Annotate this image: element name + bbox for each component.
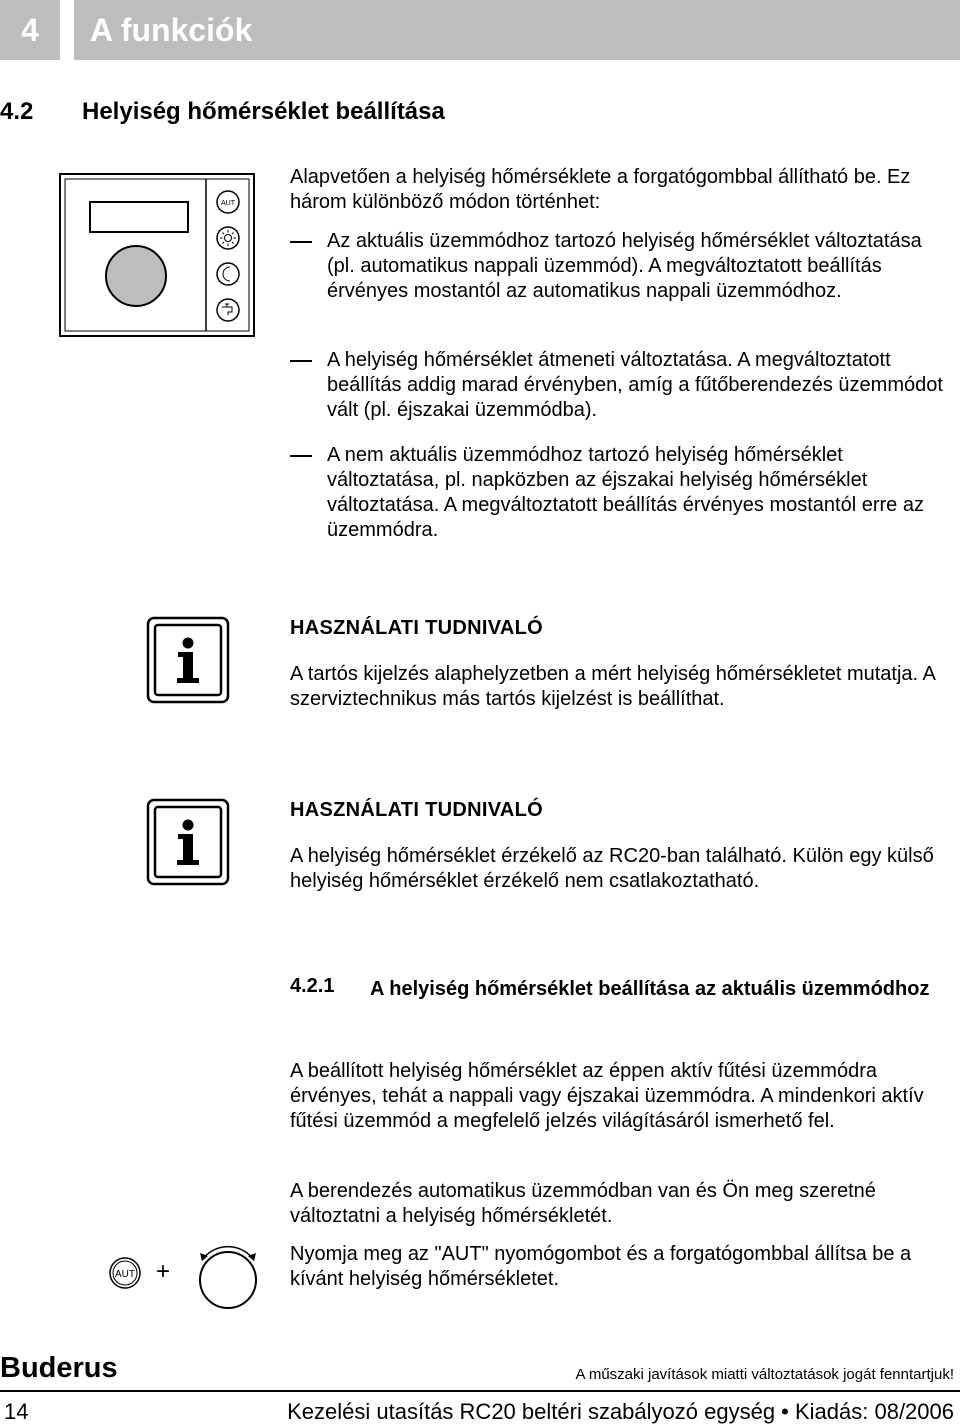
info-icon bbox=[146, 616, 230, 704]
intro-paragraph: Alapvetően a helyiség hőmérséklete a forgatógombbal állítható be. Ez három különböző módon történhet: bbox=[290, 166, 911, 213]
rotary-knob-icon bbox=[188, 1240, 268, 1312]
subsection-number: 4.2.1 bbox=[290, 975, 335, 997]
moon-icon bbox=[217, 263, 239, 285]
section-number: 4.2 bbox=[0, 98, 34, 125]
info-icon bbox=[146, 798, 230, 886]
subsection-paragraph: A berendezés automatikus üzemmódban van és Ön meg szeretné változtatni a helyiség hőmérsékletét. bbox=[290, 1180, 876, 1227]
note-text: A tartós kijelzés alaphelyzetben a mért helyiség hőmérsékletet mutatja. A szerviztechnikus más tartós kijelzést is beállíthat. bbox=[290, 663, 935, 710]
chapter-title: A funkciók bbox=[74, 0, 960, 60]
bullet-item: A helyiség hőmérséklet átmeneti változtatása. A megváltoztatott beállítás addig marad érvényben, amíg a fűtőberendezés üzemmódot vált (pl. éjszakai üzemmódba). bbox=[327, 349, 943, 421]
tap-icon bbox=[217, 299, 239, 321]
subsection-paragraph: A beállított helyiség hőmérséklet az éppen aktív fűtési üzemmódra érvényes, tehát a nappali vagy éjszakai üzemmódra. A mindenkori aktív fűtési üzemmód a megfelelő jelzés világításáról ismerhető fel. bbox=[290, 1060, 924, 1132]
footer-divider bbox=[0, 1390, 960, 1392]
bullet-item: A nem aktuális üzemmódhoz tartozó helyiség hőmérséklet változtatása, pl. napközben az éjszakai helyiség hőmérséklet változtatása. A megváltoztatott beállítás érvényes mostantól erre az üzemmódra. bbox=[327, 444, 924, 541]
subsection-paragraph: Nyomja meg az "AUT" nyomógombot és a forgatógombbal állítsa be a kívánt helyiség hőmérsékletet. bbox=[290, 1243, 912, 1290]
rc20-device-illustration bbox=[58, 172, 258, 338]
note-title: HASZNÁLATI TUDNIVALÓ bbox=[290, 799, 544, 821]
aut-button-icon bbox=[217, 191, 239, 213]
note-title: HASZNÁLATI TUDNIVALÓ bbox=[290, 617, 544, 639]
subsection-title: A helyiség hőmérséklet beállítása az aktuális üzemmódhoz bbox=[370, 978, 930, 1000]
footer-note: A műszaki javítások miatti változtatások jogát fenntartjuk! bbox=[575, 1366, 954, 1383]
note-text: A helyiség hőmérséklet érzékelő az RC20-ban található. Külön egy külső helyiség hőmérséklet érzékelő nem csatlakoztatható. bbox=[290, 845, 934, 892]
aut-button-icon bbox=[108, 1256, 142, 1290]
page-number: 14 bbox=[4, 1399, 29, 1424]
buderus-logo bbox=[0, 1352, 150, 1382]
chapter-number: 4 bbox=[0, 0, 60, 60]
svg-text:Buderus: Buderus bbox=[0, 1352, 118, 1382]
sun-icon bbox=[217, 227, 239, 249]
plus-sign: + bbox=[156, 1258, 171, 1285]
svg-text:AUT: AUT bbox=[221, 200, 235, 207]
svg-text:AUT: AUT bbox=[115, 1269, 135, 1280]
bullet-item: Az aktuális üzemmódhoz tartozó helyiség hőmérséklet változtatása (pl. automatikus nappali üzemmód). A megváltoztatott beállítás érvényes mostantól az automatikus nappali üzemmódhoz. bbox=[327, 230, 922, 302]
footer-document-title: Kezelési utasítás RC20 beltéri szabályozó egység • Kiadás: 08/2006 bbox=[287, 1399, 954, 1424]
section-title: Helyiség hőmérséklet beállítása bbox=[82, 98, 445, 125]
